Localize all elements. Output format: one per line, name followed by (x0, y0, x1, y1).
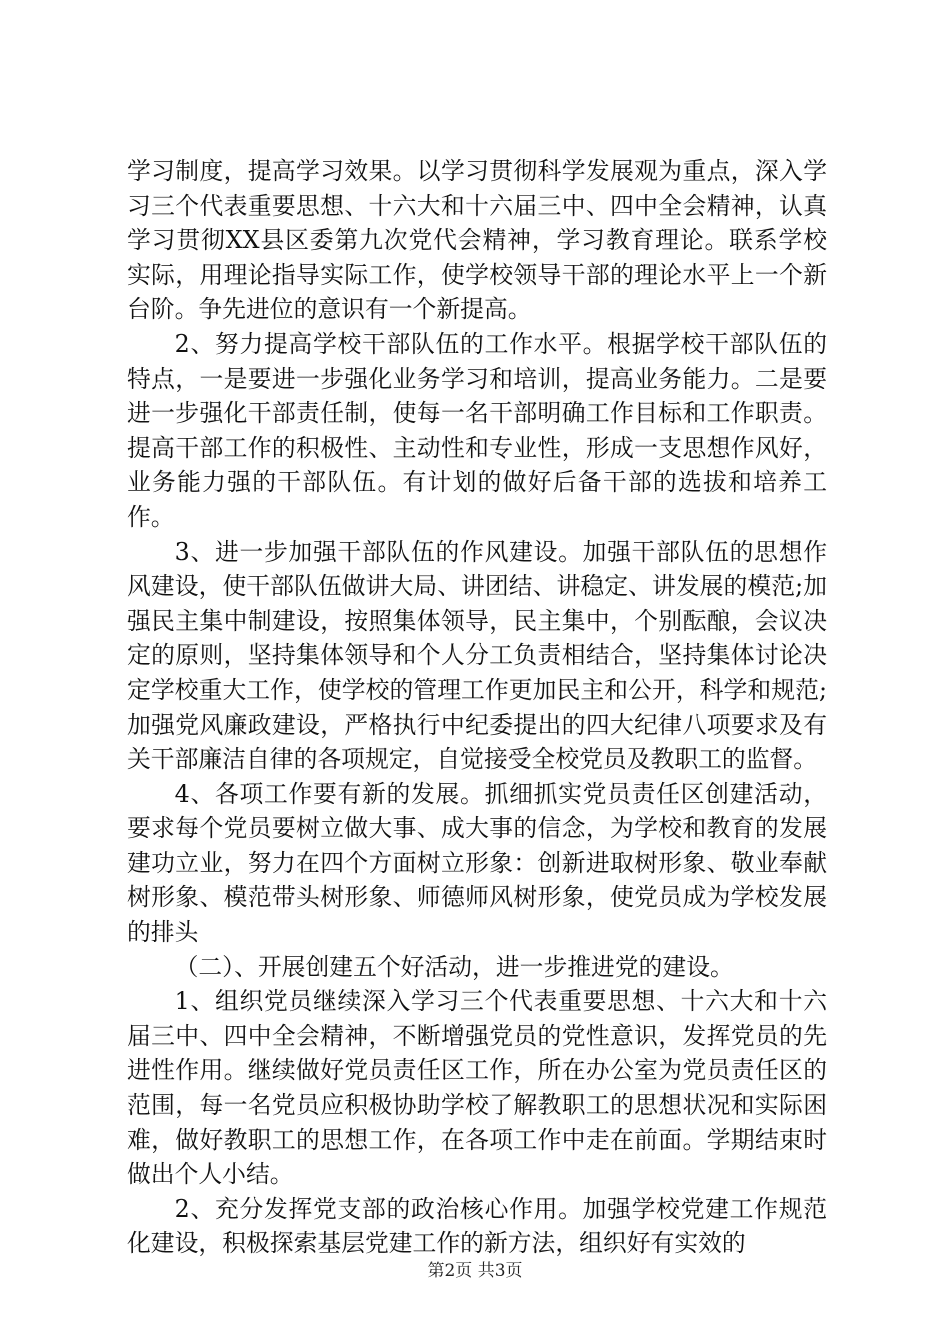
page-number-footer: 第2页 共3页 (427, 1261, 523, 1281)
paragraph-1: 学习制度，提高学习效果。以学习贯彻科学发展观为重点，深入学习三个代表重要思想、十六大和十六届三中、四中全会精神，认真学习贯彻XX县区委第九次党代会精神，学习教育理论。联系学校实际，用理论指导实际工作，使学校领导干部的理论水平上一个新台阶。争先进位的意识有一个新提高。 (127, 157, 827, 324)
document-body (127, 154, 827, 1261)
paragraph-4: 4、各项工作要有新的发展。抓细抓实党员责任区创建活动，要求每个党员要树立做大事、成大事的信念，为学校和教育的发展建功立业，努力在四个方面树立形象：创新进取树形象、敬业奉献树形象、模范带头树形象、师德师风树形象，使党员成为学校发展的排头 (127, 779, 827, 947)
paragraph-6: 2、充分发挥党支部的政治核心作用。加强学校党建工作规范化建设，积极探索基层党建工作的新方法，组织好有实效的 (127, 1194, 827, 1258)
paragraph-2: 2、努力提高学校干部队伍的工作水平。根据学校干部队伍的特点，一是要进一步强化业务学习和培训，提高业务能力。二是要进一步强化干部责任制，使每一名干部明确工作目标和工作职责。提高干部工作的积极性、主动性和专业性，形成一支思想作风好，业务能力强的干部队伍。有计划的做好后备干部的选拔和培养工作。 (127, 329, 827, 531)
paragraph-3: 3、进一步加强干部队伍的作风建设。加强干部队伍的思想作风建设，使干部队伍做讲大局、讲团结、讲稳定、讲发展的模范;加强民主集中制建设，按照集体领导，民主集中，个别酝酿，会议决定的原则，坚持集体领导和个人分工负责相结合，坚持集体讨论决定学校重大工作，使学校的管理工作更加民主和公开，科学和规范;加强党风廉政建设，严格执行中纪委提出的四大纪律八项要求及有关干部廉洁自律的各项规定，自觉接受全校党员及教职工的监督。 (127, 537, 827, 774)
section-heading: （二）、开展创建五个好活动，进一步推进党的建设。 (174, 952, 734, 981)
paragraph-5: 1、组织党员继续深入学习三个代表重要思想、十六大和十六届三中、四中全会精神，不断增强党员的党性意识，发挥党员的先进性作用。继续做好党员责任区工作，所在办公室为党员责任区的范围，每一名党员应积极协助学校了解教职工的思想状况和实际困难，做好教职工的思想工作，在各项工作中走在前面。学期结束时做出个人小结。 (127, 987, 827, 1189)
